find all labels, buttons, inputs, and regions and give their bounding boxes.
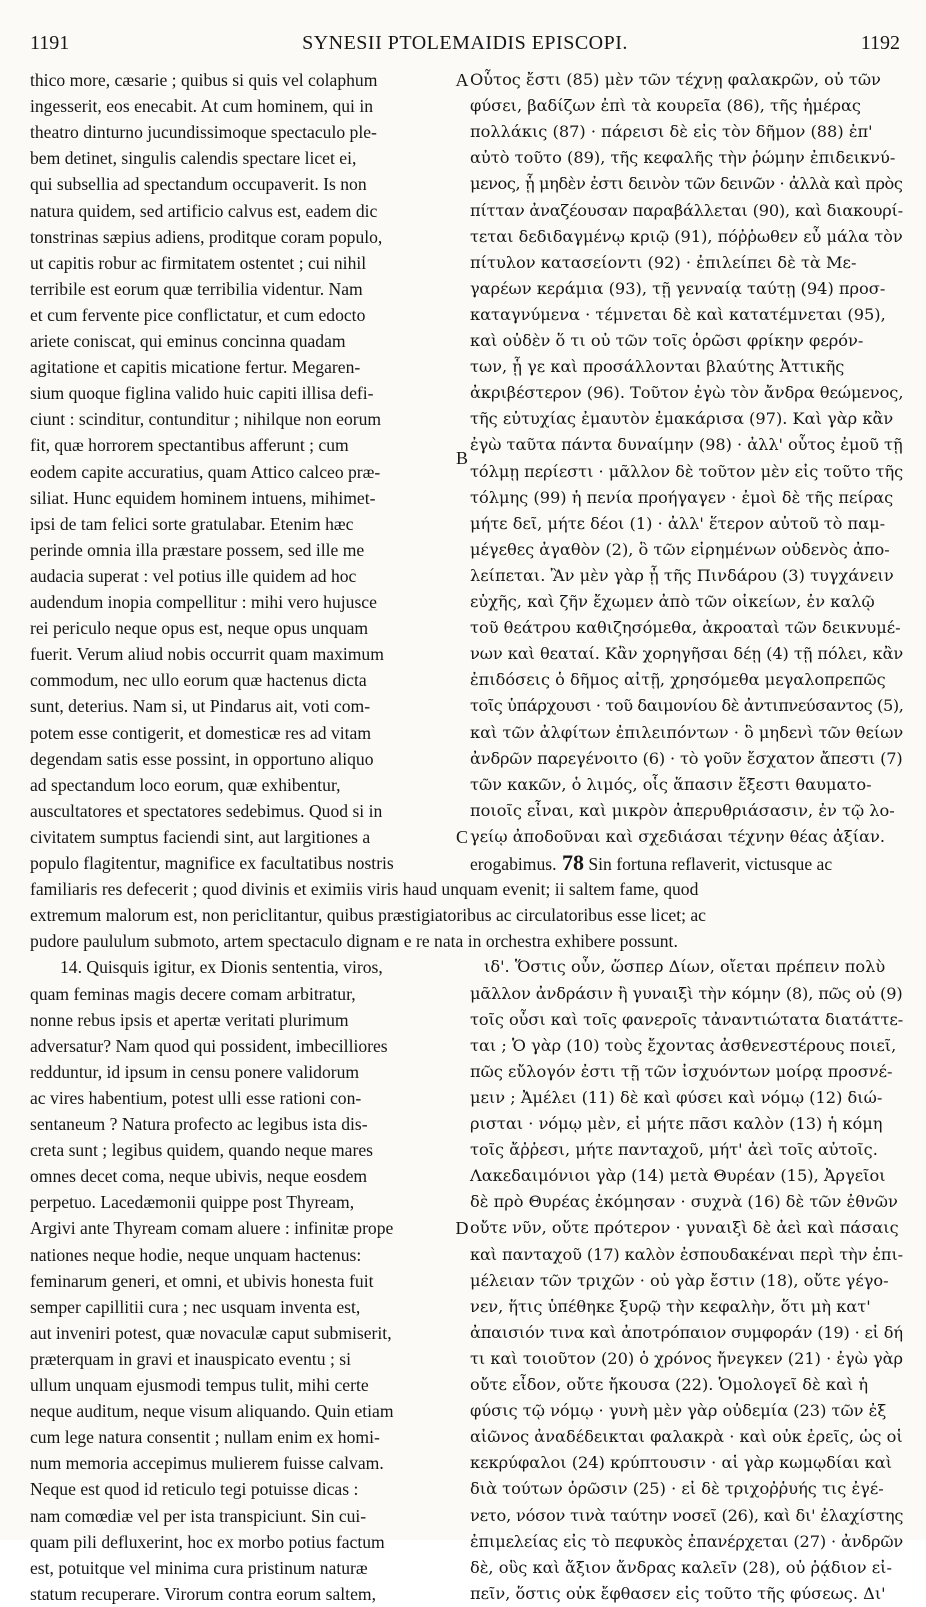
latin-line: ipsi de tam felici sorte gratulabar. Etenim hæc	[30, 513, 354, 534]
latin-line: civitatem sumptus faciendi sint, aut largitiones a	[30, 826, 371, 847]
greek-line: τῆς εὐτυχίας ἐμαυτὸν ἐμακάρισα (97). Καὶ γὰρ κἂν	[470, 409, 894, 429]
latin-line: redduntur, id ipsum in censu ponere validorum	[30, 1061, 360, 1082]
greek-line: Λακεδαιμόνιοι γὰρ (14) μετὰ Θυρέαν (15), Ἀργεῖοι	[470, 1166, 886, 1186]
latin-line: ut capitis robur ac firmitatem ostentet ; cui nihil	[30, 252, 367, 273]
latin-line: degendam satis esse possint, in opportuno aliquo	[30, 748, 374, 769]
latin-line: qui subsellia ad spectandum occupaverit. Is non	[30, 174, 367, 195]
greek-line: μήτε δεῖ, μήτε δέοι (1) · ἀλλ' ἕτερον αὐτοῦ τὸ παμ-	[470, 513, 886, 533]
section-marker-d: D	[455, 1218, 469, 1239]
greek-line: μενος, ᾗ μηδὲν ἐστι δεινὸν τῶν δεινῶν · ἀλλὰ καὶ πρὸς	[470, 174, 903, 194]
latin-line: aut inveniri potest, quæ novaculæ caput submiserit,	[30, 1322, 392, 1343]
greek-line: πίτυλον κατασείοντι (92) · ἐπιλείπει δὲ τὰ Με-	[470, 252, 857, 272]
greek-line: τοῖς οὖσι καὶ τοῖς φανεροῖς τἀναντιώτατα διατάττε-	[470, 1009, 904, 1029]
greek-line: πῶς εὔλογόν ἐστι τῇ τῶν ἰσχυόντων μοίρᾳ προσνέ-	[470, 1061, 893, 1081]
greek-line: τόλμῃ περίεστι · μᾶλλον δὲ τοῦτον μὲν εἰς τοῦτο τῆς	[470, 461, 904, 481]
greek-line: ἀκριβέστερον (96). Τοῦτον ἐγὼ τὸν ἄνδρα θεώμενος,	[470, 383, 904, 403]
latin-line: perpetuo. Lacedæmonii quippe post Thyream,	[30, 1192, 355, 1213]
greek-line: πίτταν ἀναζέουσαν παραβάλλεται (90), καὶ διακουρί-	[470, 200, 903, 220]
latin-line: semper capillitii cura ; nec usquam inventa est,	[30, 1296, 361, 1317]
latin-line: est, potuitque vel minima cura pristinum naturæ	[30, 1557, 368, 1578]
greek-line: γαρέων κεράμια (93), τῇ γενναίᾳ ταύτῃ (94) προσ-	[470, 278, 886, 298]
latin-line: quam pili defluxerint, hoc ex morbo potius factum	[30, 1531, 385, 1552]
greek-line: νεν, ἥτις ὑπέθηκε ξυρῷ τὴν κεφαλὴν, ὅτι μὴ κατ'	[470, 1296, 871, 1316]
greek-line: πεῖν, ὅστις οὐκ ἔφθασεν εἰς τοῦτο τῆς φύσεως. Δι'	[470, 1583, 886, 1603]
latin-line: Neque est quod id reticulo tegi potuisse dicas :	[30, 1479, 359, 1500]
latin-line: feminarum generi, et omni, et ubivis honesta fuit	[30, 1270, 374, 1291]
greek-line: γείῳ ἀποδοῦναι καὶ σχεδιάσαι τέχνην θέας ἀξίαν.	[470, 826, 886, 846]
greek-line: νων καὶ θεαταί. Κἂν χορηγῆσαι δέῃ (4) τῇ πόλει, κἂν	[470, 644, 904, 664]
running-head	[30, 30, 900, 56]
section-marker-a: A	[455, 70, 469, 90]
running-title: SYNESII PTOLEMAIDIS EPISCOPI.	[302, 32, 628, 54]
page-number-right: 1192	[860, 32, 900, 54]
latin-line: nationes neque hodie, neque unquam hactenus:	[30, 1244, 362, 1265]
greek-line: καὶ τῶν ἀλφίτων ἐπιλειπόντων · ὃ μηδενὶ τῶν θείων	[470, 722, 904, 742]
latin-line: adversatur? Nam quod qui possident, imbecilliores	[30, 1035, 388, 1056]
latin-line: nonne rebus ipsis et apertæ veritati plurimum	[30, 1009, 349, 1030]
latin-line: ullum unquam ejusmodi tempus tulit, mihi certe	[30, 1375, 369, 1395]
greek-line: δὲ, οὓς καὶ ἄξιον ἄνδρας καλεῖν (28), οὐ ῥᾴδιον εἰ-	[470, 1557, 892, 1577]
column-number: 78	[556, 850, 584, 875]
latin-line: agitatione et capitis micatione fertur. Megaren-	[30, 357, 361, 378]
latin-line: cum lege natura consentit ; nullam enim ex homi-	[30, 1427, 380, 1448]
latin-line: auscultatores et spectatores sedebimus. Quod si in	[30, 800, 383, 821]
greek-line: τοῖς ἄῤῥεσι, μήτε πανταχοῦ, μήτ' ἀεὶ τοῖς αὐτοῖς.	[470, 1140, 878, 1160]
latin-line: rei periculo neque opus est, neque opus unquam	[30, 618, 369, 639]
latin-full-line: familiaris res defecerit ; quod divinis et eximiis viris haud unquam evenit; ii saltem fame, quod	[30, 879, 699, 900]
latin-line: sunt, deterius. Nam si, ut Pindarus ait, voti com-	[30, 696, 371, 717]
latin-line: natura quidem, sed artificio calvus est, eadem dic	[30, 200, 378, 221]
latin-line: sium quoque figlina valido huic capiti illisa defi-	[30, 383, 374, 404]
greek-line: φύσει, βαδίζων ἐπὶ τὰ κουρεῖα (86), τῆς ἡμέρας	[470, 96, 861, 116]
latin-line: ac vires habentium, potest ulli esse rationi con-	[30, 1087, 362, 1108]
latin-line: statum recuperare. Virorum contra eorum saltem,	[30, 1583, 376, 1604]
latin-line: commodum, nec ullo eorum quæ hactenus dicta	[30, 670, 367, 691]
latin-line: tonstrinas sæpius adiens, proditque coram populo,	[30, 226, 383, 247]
greek-line: αἰῶνος ἀναδέδεικται φαλακρὰ · καὶ οὐκ ἐρεῖς, ὡς οἱ	[470, 1427, 903, 1447]
greek-line: φύσις τῷ νόμῳ · γυνὴ μὲν γὰρ οὐδεμία (23) τῶν ἐξ	[470, 1401, 887, 1421]
greek-line: ιδ'. Ὅστις οὖν, ὥσπερ Δίων, οἴεται πρέπειν πολὺ	[484, 957, 886, 977]
latin-line: neque auditum, neque visum aliquando. Quin etiam	[30, 1401, 394, 1422]
latin-line: 14. Quisquis igitur, ex Dionis sententia, viros,	[60, 957, 383, 978]
greek-line: καὶ οὐδὲν ὅ τι οὐ τῶν τοῖς ὁρῶσι φρίκην φερόν-	[470, 331, 864, 350]
latin-line: thico more, cæsarie ; quibus si quis vel colaphum	[30, 70, 378, 90]
greek-line: τι καὶ τοιοῦτον (20) ὁ χρόνος ἤνεγκεν (21) · ἐγὼ γὰρ	[470, 1348, 904, 1368]
greek-line: τῶν κακῶν, ὁ λιμός, οἷς ἅπασιν ἔξεστι θαυματο-	[470, 774, 872, 794]
latin-line: num memoria accepimus mulierem fuisse calvam.	[30, 1453, 384, 1474]
greek-line: ἀνδρῶν παρεγένοιτο (6) · τὸ γοῦν ἔσχατον ἄπεστι (7)	[470, 748, 903, 768]
greek-line: πολλάκις (87) · πάρεισι δὲ εἰς τὸν δῆμον (88) ἐπ'	[470, 122, 873, 142]
latin-line: ingesserit, eos enecabit. At cum hominem, qui in	[30, 96, 374, 117]
latin-line: theatro dinturno jucundissimoque spectaculo ple-	[30, 122, 377, 143]
latin-line: quam feminas magis decere comam arbitratur,	[30, 983, 356, 1004]
latin-line: bem detinet, singulis calendis spectare licet ei,	[30, 148, 357, 169]
latin-line: omnes decet coma, neque ubivis, neque eosdem	[30, 1166, 368, 1187]
greek-line: διὰ τούτων ὁρῶσιν (25) · εἰ δὲ τριχοῤῥυής τις ἐγέ-	[470, 1479, 884, 1499]
greek-line: των, ᾗ γε καὶ προσάλλονται βλαύτης Ἀττικῆς	[470, 357, 845, 377]
latin-line: perinde omnia illa præstare possem, sed ille me	[30, 539, 365, 560]
greek-line: αὐτὸ τοῦτο (89), τῆς κεφαλῆς τὴν ῥώμην ἐπιδεικνύ-	[470, 148, 896, 168]
page-number-left: 1191	[30, 32, 70, 54]
section-marker-b: B	[455, 448, 468, 469]
greek-line: ται ; Ὁ γὰρ (10) τοὺς ἔχοντας ἀσθενεστέρους ποιεῖ,	[470, 1035, 897, 1055]
greek-line: οὔτε νῦν, οὔτε πρότερον · γυναιξὶ δὲ ἀεὶ καὶ πάσαις	[470, 1218, 899, 1238]
latin-line: et cum fervente pice conflictatur, et cum edocto	[30, 304, 366, 325]
greek-line: Οὗτος ἔστι (85) μὲν τῶν τέχνῃ φαλακρῶν, οὐ τῶν	[470, 70, 881, 89]
greek-line: ποιοῖς εἶναι, καὶ μικρὸν ἀπερυθριάσασιν, ἐν τῷ λο-	[470, 800, 895, 820]
greek-line: ρισται · νόμῳ μὲν, εἰ μήτε πᾶσι καλὸν (13) ἡ κόμη	[470, 1114, 883, 1133]
latin-line: sentaneum ? Natura profecto ac legibus ista dis-	[30, 1114, 368, 1134]
latin-line: audendum inopia compellitur : mihi vero hujusce	[30, 592, 377, 612]
greek-line: ἀπαισιόν τινα καὶ ἀποτρόπαιον συμφοράν (19) · εἰ δή	[470, 1322, 903, 1342]
greek-line: τοῦ θεάτρου καθιζησόμεθα, ἀκροαταὶ τῶν δεικνυμέ-	[470, 618, 901, 638]
greek-line: καταγνύμενα · τέμνεται δὲ καὶ κατατέμνεται (95),	[470, 304, 886, 324]
latin-line: fuerit. Verum aliud nobis occurrit quam maximum	[30, 644, 384, 665]
latin-line: terribile est eorum quæ terribilia videntur. Nam	[30, 278, 363, 299]
greek-line: μᾶλλον ἀνδράσιν ἢ γυναιξὶ τὴν κόμην (8), πῶς οὐ (9)	[470, 983, 903, 1003]
greek-line: ἐπιδόσεις ὁ δῆμος αἰτῇ, χρησόμεθα μεγαλοπρεπῶς	[470, 670, 886, 690]
latin-line: nam comœdiæ vel per ista transpiciunt. Sin cui-	[30, 1505, 367, 1526]
latin-line: eodem capite accuratius, quam Attico calceo præ-	[30, 461, 381, 482]
latin-line: erogabimus. 78 Sin fortuna reflaverit, victusque ac	[470, 850, 833, 875]
latin-line: audacia superat : vel potius ille quidem ad hoc	[30, 565, 357, 586]
latin-line: fit, quæ horrorem spectantibus afferunt ; cum	[30, 435, 349, 456]
greek-line: νετο, νόσον τινὰ ταύτην νοσεῖ (26), καὶ δι' ἐλαχίστης	[470, 1505, 904, 1525]
latin-full-line: extremum malorum est, non periclitantur, quibus præstigiatoribus ac circulatoribus esse licet; ac	[30, 905, 706, 926]
greek-line: μέγεθες ἀγαθὸν (2), ὃ τῶν εἰρημένων οὐδενὸς ἀπο-	[470, 539, 890, 559]
latin-line: siliat. Hunc equidem hominem intuens, mihimet-	[30, 487, 376, 508]
greek-line: εὐχῆς, καὶ ζῆν ἔχωμεν ἀπὸ τῶν οἰκείων, ἐν καλῷ	[470, 592, 875, 611]
greek-line: τόλμης (99) ἡ πενία προήγαγεν · ἐμοὶ δὲ τῆς πείρας	[470, 487, 894, 507]
latin-line: ariete coniscat, qui eminus concinna quadam	[30, 331, 346, 351]
latin-line: præterquam in gravi et inauspicato eventu ; si	[30, 1348, 352, 1369]
latin-line: Argivi ante Thyream comam aluere : infinitæ prope	[30, 1218, 394, 1239]
latin-full-line: pudore paululum submoto, artem spectaculo dignam e re nata in orchestra exhibere possunt.	[30, 931, 678, 952]
section-marker-c: C	[455, 826, 468, 847]
greek-line: μειν ; Ἀμέλει (11) δὲ καὶ φύσει καὶ νόμῳ (12) διώ-	[470, 1087, 883, 1107]
greek-line: κεκρύφαλοι (24) κρύπτουσιν · αἱ γὰρ κωμῳδίαι καὶ	[470, 1453, 893, 1473]
greek-line: λείπεται. Ἂν μὲν γὰρ ᾖ τῆς Πινδάρου (3) τυγχάνειν	[470, 565, 894, 585]
greek-line: οὔτε εἶδον, οὔτε ἤκουσα (22). Ὁμολογεῖ δὲ καὶ ἡ	[470, 1375, 869, 1394]
greek-line: τοῖς ὑπάρχουσι · τοῦ δαιμονίου δὲ ἀντιπνεύσαντος (5),	[470, 696, 904, 716]
latin-line: ad spectandum loco eorum, quæ exhibentur,	[30, 774, 341, 795]
greek-line: ἐγὼ ταῦτα πάντα δυναίμην (98) · ἀλλ' οὗτος ἐμοῦ τῇ	[470, 435, 903, 455]
greek-line: ἐπιμελείας εἰς τὸ πεφυκὸς ἐπανέρχεται (27) · ἀνδρῶν	[470, 1531, 904, 1551]
latin-line: ciunt : scinditur, contunditur ; nihilque non eorum	[30, 409, 382, 430]
latin-line: potem esse contigerit, et domesticæ res ad vitam	[30, 722, 372, 743]
greek-line: τεται δεδιδαγμένῳ κριῷ (91), πόῤῥωθεν εὖ μάλα τὸν	[470, 226, 903, 246]
greek-line: δὲ πρὸ Θυρέας ἐκόμησαν · συχνὰ (16) δὲ τῶν ἐθνῶν	[470, 1192, 898, 1212]
greek-line: καὶ πανταχοῦ (17) καλὸν ἐσπουδακέναι περὶ τὴν ἐπι-	[470, 1244, 904, 1264]
latin-line: creta sunt ; legibus quidem, quando neque mares	[30, 1140, 373, 1161]
latin-line: populo flagitentur, magnifice ex facultatibus nostris	[30, 853, 394, 873]
greek-line: μέλειαν τῶν τριχῶν · οὐ γὰρ ἔστιν (18), οὔτε γέγο-	[470, 1270, 889, 1290]
